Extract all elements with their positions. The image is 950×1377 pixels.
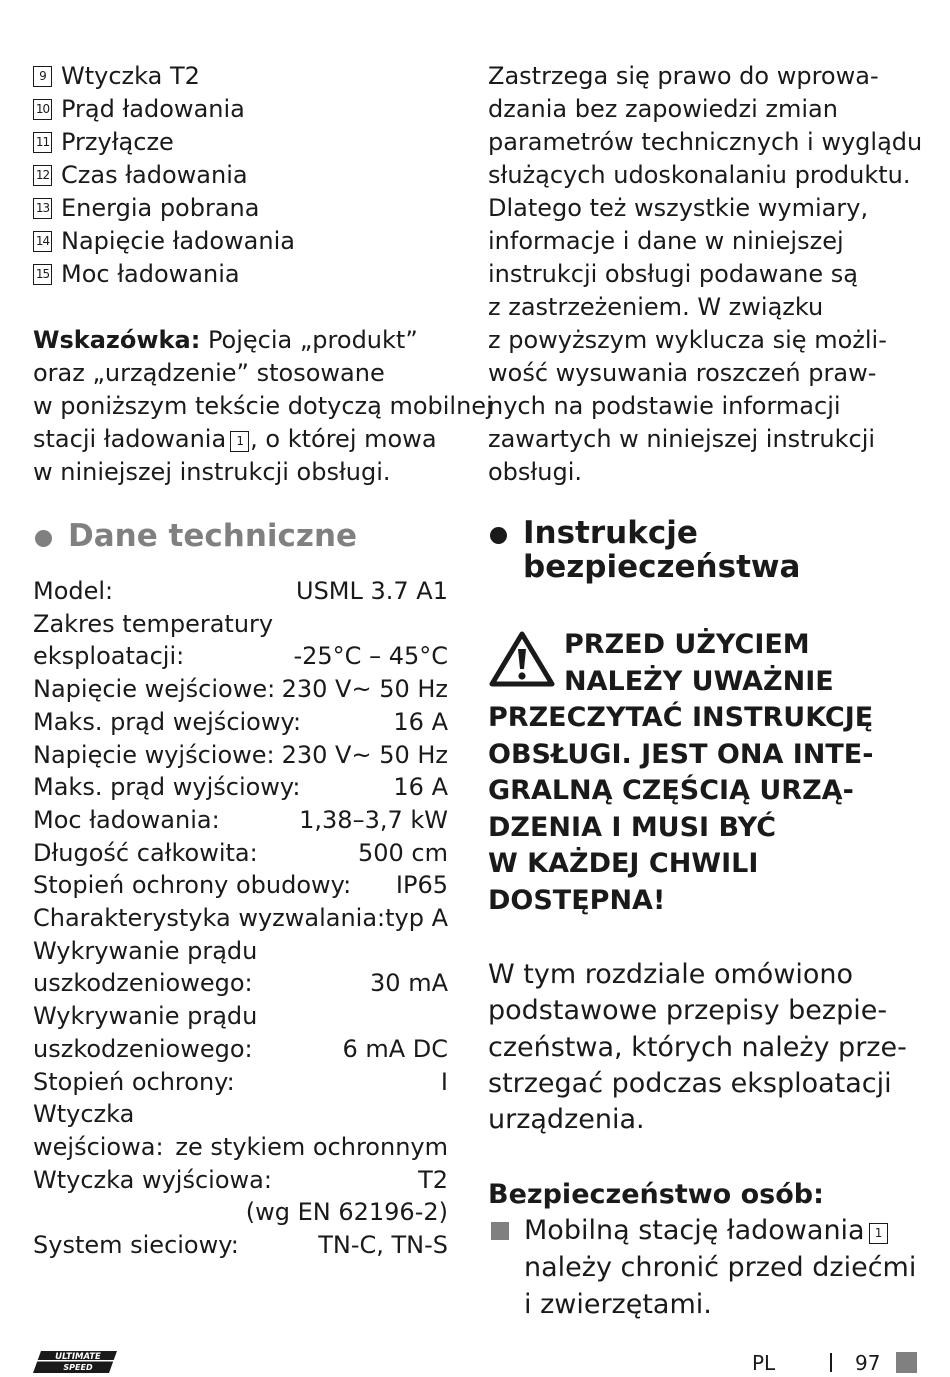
intro-line: podstawowe przepisy bezpie- <box>488 995 888 1027</box>
spec-row <box>33 706 448 739</box>
spec-value: IP65 <box>395 871 448 900</box>
bullet-text: i zwierzętami. <box>524 1289 712 1321</box>
bullet-text: należy chronić przed dziećmi <box>524 1252 917 1284</box>
spec-row <box>33 1229 448 1262</box>
note-text: stacji ładowania <box>33 425 227 453</box>
spec-value: USML 3.7 A1 <box>296 577 448 605</box>
spec-row <box>33 739 448 772</box>
safety-intro-paragraph <box>488 957 918 1138</box>
spec-value: 30 mA <box>370 969 448 998</box>
spec-label: Stopień ochrony: <box>33 1067 235 1096</box>
warning-line: W KAŻDEJ CHWILI <box>488 848 759 879</box>
disclaimer-line: instrukcji obsługi podawane są <box>488 260 858 288</box>
legend-item <box>33 93 448 126</box>
bullet-dot-icon <box>490 527 507 544</box>
bullet-item <box>488 1212 918 1323</box>
warning-line: NALEŻY UWAŻNIE <box>564 665 834 697</box>
warning-line: PRZED UŻYCIEM <box>564 629 810 660</box>
spec-value: 16 A <box>393 773 448 802</box>
disclaimer-line: z powyższym wyklucza się możli- <box>488 326 887 354</box>
warning-line: OBSŁUGI. JEST ONA INTE- <box>488 738 874 770</box>
legend-item <box>33 126 448 159</box>
disclaimer-line: z zastrzeżeniem. W związku <box>488 293 824 321</box>
spec-row <box>33 967 448 1000</box>
legend-number: 14 <box>33 231 52 252</box>
legend-item <box>33 225 448 258</box>
legend-number: 12 <box>33 165 52 186</box>
note-text: w niniejszej instrukcji obsługi. <box>33 458 391 486</box>
intro-line: strzegać podczas eksploatacji <box>488 1067 892 1099</box>
bullet-square-icon <box>491 1222 509 1240</box>
note-paragraph <box>33 324 493 489</box>
legend-item <box>33 258 448 291</box>
spec-label: uszkodzeniowego: <box>33 1034 253 1063</box>
spec-row <box>33 869 448 902</box>
spec-value: T2 <box>418 1165 448 1194</box>
note-label: Wskazówka: <box>33 326 201 354</box>
reference-number: 1 <box>869 1223 888 1244</box>
spec-label: Wykrywanie prądu <box>33 1002 258 1031</box>
disclaimer-line: nych na podstawie informacji <box>488 392 841 420</box>
disclaimer-line: Zastrzega się prawo do wprowa- <box>488 62 879 90</box>
legend-label: Moc ładowania <box>61 260 240 288</box>
spec-row <box>33 575 448 608</box>
spec-row <box>33 640 448 673</box>
spec-value: 16 A <box>393 707 448 736</box>
spec-value: 500 cm <box>357 838 448 867</box>
warning-line: PRZECZYTAĆ INSTRUKCJĘ <box>488 702 874 733</box>
spec-row <box>33 837 448 870</box>
spec-label: Zakres temperatury <box>33 609 274 638</box>
spec-value: 230 V~ 50 Hz <box>281 675 448 704</box>
disclaimer-line: zawartych w niniejszej instrukcji <box>488 425 876 453</box>
spec-label: Wtyczka wyjściowa: <box>33 1165 272 1194</box>
note-text: w poniższym tekście dotyczą mobilnej <box>33 392 493 420</box>
legend-label: Energia pobrana <box>61 194 260 222</box>
legend-number: 13 <box>33 198 52 219</box>
spec-table <box>33 575 448 1262</box>
spec-value: -25°C – 45°C <box>293 642 448 671</box>
reference-number: 1 <box>230 431 249 452</box>
legend-list <box>33 60 448 291</box>
heading-text: bezpieczeństwa <box>523 549 801 585</box>
spec-label: Napięcie wyjściowe: <box>33 740 275 769</box>
heading-text: Dane techniczne <box>68 518 358 554</box>
legend-number: 9 <box>33 66 52 87</box>
spec-value: 230 V~ 50 Hz <box>281 740 448 769</box>
intro-line: urządzenia. <box>488 1104 645 1136</box>
brand-logo-top-text: ULTIMATE <box>55 1352 101 1362</box>
spec-label: Wtyczka <box>33 1100 135 1129</box>
spec-label: System sieciowy: <box>33 1231 239 1260</box>
disclaimer-line: parametrów technicznych i wyglądu <box>488 128 923 156</box>
section-heading-safety <box>488 516 918 584</box>
legend-item <box>33 192 448 225</box>
right-column <box>488 60 923 1323</box>
legend-label: Prąd ładowania <box>61 95 245 123</box>
spec-row <box>33 902 448 935</box>
section-heading-technical-data <box>33 519 448 553</box>
spec-row <box>33 1164 448 1197</box>
disclaimer-line: wość wysuwania roszczeń praw- <box>488 359 877 387</box>
heading-text: Instrukcje <box>523 515 698 551</box>
spec-label: Moc ładowania: <box>33 805 220 834</box>
subheading-personal-safety: Bezpieczeństwo osób: <box>488 1179 824 1211</box>
spec-value: I <box>440 1067 448 1096</box>
legend-number: 10 <box>33 99 52 120</box>
warning-line: DZENIA I MUSI BYĆ <box>488 811 777 843</box>
brand-logo <box>33 1349 118 1375</box>
footer-divider <box>830 1353 832 1372</box>
legend-item <box>33 60 448 93</box>
bullet-dot-icon <box>35 530 52 547</box>
spec-label: wejściowa: <box>33 1132 164 1161</box>
spec-row <box>33 673 448 706</box>
warning-triangle-icon <box>488 630 556 688</box>
brand-logo-bottom-text: SPEED <box>63 1363 93 1372</box>
legend-label: Napięcie ładowania <box>61 227 295 255</box>
spec-label: Stopień ochrony obudowy: <box>33 871 352 900</box>
note-text: , o której mowa <box>250 425 437 453</box>
disclaimer-line: służących udoskonalaniu produktu. <box>488 161 911 189</box>
spec-row <box>33 771 448 804</box>
spec-label: Maks. prąd wejściowy: <box>33 707 302 736</box>
spec-label: eksploatacji: <box>33 642 185 671</box>
disclaimer-line: informacje i dane w niniejszej <box>488 227 844 255</box>
legend-label: Wtyczka T2 <box>61 62 200 90</box>
legend-label: Czas ładowania <box>61 161 248 189</box>
note-text: oraz „urządzenie” stosowane <box>33 359 385 387</box>
spec-label: Charakterystyka wyzwalania: <box>33 904 386 933</box>
legend-number: 15 <box>33 264 52 285</box>
spec-value: typ A <box>385 904 449 933</box>
disclaimer-paragraph <box>488 60 923 489</box>
spec-value: (wg EN 62196-2) <box>245 1198 448 1227</box>
legend-label: Przyłącze <box>61 128 174 156</box>
disclaimer-line: Dlatego też wszystkie wymiary, <box>488 194 869 222</box>
spec-value: 1,38–3,7 kW <box>299 805 448 834</box>
disclaimer-line: dzania bez zapowiedzi zmian <box>488 95 838 123</box>
spec-label: Maks. prąd wyjściowy: <box>33 773 301 802</box>
legend-number: 11 <box>33 132 52 153</box>
bullet-text: Mobilną stację ładowania <box>524 1215 865 1247</box>
spec-value: 6 mA DC <box>342 1034 448 1063</box>
spec-label: Długość całkowita: <box>33 838 258 867</box>
spec-value: TN-C, TN-S <box>318 1231 448 1260</box>
spec-label: Model: <box>33 577 114 605</box>
intro-line: czeństwa, których należy prze- <box>488 1031 907 1063</box>
spec-row <box>33 1131 448 1164</box>
spec-label: Napięcie wejściowe: <box>33 675 276 704</box>
intro-line: W tym rozdziale omówiono <box>488 959 854 990</box>
footer-marker-square <box>896 1352 917 1373</box>
warning-block <box>488 627 918 919</box>
disclaimer-line: obsługi. <box>488 458 582 486</box>
spec-row <box>33 1033 448 1066</box>
spec-label: uszkodzeniowego: <box>33 969 253 998</box>
footer-language: PL <box>752 1351 776 1375</box>
note-text: Pojęcia „produkt” <box>207 326 418 354</box>
spec-row <box>33 804 448 837</box>
spec-row <box>33 1066 448 1099</box>
legend-item <box>33 159 448 192</box>
spec-value: ze stykiem ochronnym <box>175 1132 448 1161</box>
left-column <box>33 60 493 1262</box>
warning-line: GRALNĄ CZĘŚCIĄ URZĄ- <box>488 775 854 806</box>
spec-label: Wykrywanie prądu <box>33 936 258 965</box>
warning-line: DOSTĘPNA! <box>488 884 666 916</box>
page-number: 97 <box>855 1351 881 1375</box>
